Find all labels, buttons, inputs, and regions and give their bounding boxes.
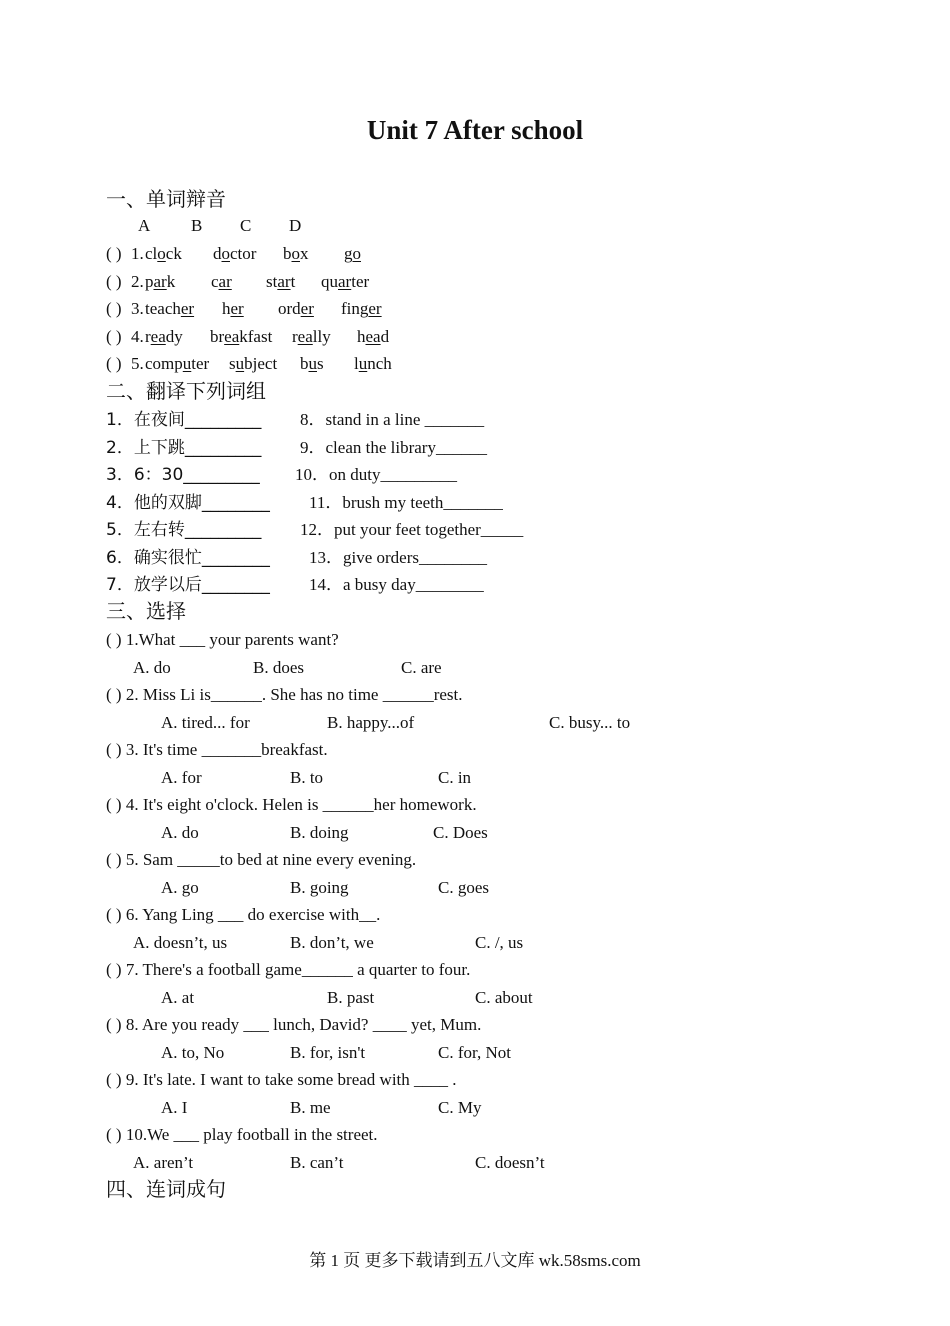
choice-question: ( ) 4. It's eight o'clock. Helen is ______her homework. xyxy=(106,795,477,814)
phonics-word xyxy=(321,271,369,293)
phonics-word-mark: er xyxy=(230,299,244,318)
letter-a: A xyxy=(138,216,151,235)
letter-b: B xyxy=(191,216,203,235)
choice-option-b: B. doing xyxy=(290,822,349,842)
choice-question: ( ) 7. There's a football game______ a quarter to four. xyxy=(106,960,471,979)
choice-question: ( ) 2. Miss Li is______. She has no time ______rest. xyxy=(106,685,463,704)
phonics-word-pre: cl xyxy=(145,244,158,263)
phonics-word-post: ter xyxy=(351,271,370,291)
phonics-number: 3. xyxy=(131,299,144,318)
phonics-word-mark: ea xyxy=(224,326,240,346)
phonics-word-pre: fing xyxy=(341,299,369,318)
choice-option-a: A. doesn’t, us xyxy=(133,932,228,952)
choice-option-b: B. me xyxy=(290,1097,331,1117)
phonics-word xyxy=(145,326,183,348)
phonics-word-pre: st xyxy=(266,271,278,291)
choice-question: ( ) 3. It's time _______breakfast. xyxy=(106,740,328,759)
phonics-word xyxy=(213,243,256,265)
phonics-number: 5. xyxy=(131,354,144,373)
phonics-word-pre: b xyxy=(283,244,292,263)
choice-question: ( ) 6. Yang Ling ___ do exercise with__. xyxy=(106,905,381,924)
phonics-word-mark: u xyxy=(235,354,245,373)
section-1-heading: 一、单词辩音 xyxy=(106,187,226,211)
choice-option-c: C. in xyxy=(438,767,472,787)
phonics-word-post: s xyxy=(317,354,324,373)
choice-option-c: C. Does xyxy=(433,822,488,842)
choice-option-a: A. for xyxy=(161,767,202,787)
phonics-word-mark: ar xyxy=(338,271,352,291)
phonics-word-post: ter xyxy=(191,354,210,373)
phonics-paren: ( ) xyxy=(106,354,122,373)
translate-item-zh: 3．6：30_________ xyxy=(106,465,260,485)
translate-item-en: 10．on duty_________ xyxy=(295,465,457,484)
translate-item-en: 13．give orders________ xyxy=(309,547,488,567)
phonics-paren: ( ) xyxy=(106,271,122,291)
translate-item-zh: 4．他的双脚________ xyxy=(106,492,270,513)
choice-question: ( ) 8. Are you ready ___ lunch, David? ____ yet, Mum. xyxy=(106,1015,482,1034)
translate-item-en: 14．a busy day________ xyxy=(309,575,484,594)
phonics-word-post: ck xyxy=(165,244,182,263)
phonics-number: 1. xyxy=(131,244,144,263)
phonics-word-mark: ea xyxy=(150,326,166,346)
choice-option-c: C. for, Not xyxy=(438,1042,511,1062)
phonics-word-mark: o xyxy=(157,244,166,263)
phonics-paren: ( ) xyxy=(106,299,122,318)
phonics-word-mark: u xyxy=(308,354,317,373)
phonics-word-pre: b xyxy=(300,354,309,373)
translate-item-en: 12．put your feet together_____ xyxy=(300,520,524,539)
choice-question: ( ) 9. It's late. I want to take some bread with ____ . xyxy=(106,1070,457,1089)
choice-option-a: A. at xyxy=(161,987,195,1007)
phonics-word xyxy=(229,353,277,375)
choice-option-a: A. go xyxy=(161,877,199,897)
phonics-word xyxy=(354,353,392,375)
phonics-word-post: kfast xyxy=(239,326,273,346)
choice-option-c: C. about xyxy=(475,987,533,1007)
page-footer: 第 1 页 更多下载请到五八文库 wk.58sms.com xyxy=(309,1251,641,1270)
choice-option-c: C. doesn’t xyxy=(475,1152,545,1172)
phonics-paren: ( ) xyxy=(106,326,122,346)
phonics-word xyxy=(292,326,331,348)
phonics-word-mark: u xyxy=(182,354,192,373)
phonics-word-mark: ea xyxy=(365,326,381,346)
phonics-word-post: k xyxy=(166,271,176,291)
phonics-word-post: dy xyxy=(165,326,183,346)
choice-option-b: B. past xyxy=(327,987,375,1007)
translate-item-zh: 2．上下跳_________ xyxy=(106,437,262,458)
phonics-word-post: lly xyxy=(312,326,331,346)
choice-option-a: A. I xyxy=(161,1097,188,1117)
phonics-word-pre: h xyxy=(222,299,231,318)
phonics-paren: ( ) xyxy=(106,244,122,263)
phonics-word-pre: br xyxy=(210,326,225,346)
phonics-word xyxy=(357,326,389,348)
page-title: Unit 7 After school xyxy=(366,115,584,145)
phonics-word-post: d xyxy=(380,326,390,346)
phonics-word-pre: g xyxy=(344,244,353,263)
phonics-word-mark: er xyxy=(300,299,314,318)
translate-item-zh: 7．放学以后________ xyxy=(106,575,270,595)
translate-item-zh: 5．左右转_________ xyxy=(106,520,262,540)
phonics-word-mark: ar xyxy=(153,271,167,291)
phonics-word-pre: r xyxy=(145,326,151,346)
choice-option-c: C. busy... to xyxy=(549,712,631,732)
phonics-word-mark: o xyxy=(221,244,230,263)
phonics-word-mark: er xyxy=(180,299,195,318)
choice-option-c: C. are xyxy=(401,657,442,677)
phonics-number: 2. xyxy=(131,271,144,291)
phonics-word xyxy=(283,243,309,265)
phonics-word-pre: r xyxy=(292,326,298,346)
choice-option-a: A. to, No xyxy=(161,1042,225,1062)
phonics-word xyxy=(344,243,361,265)
phonics-word xyxy=(145,271,175,293)
phonics-word-mark: o xyxy=(352,244,361,263)
phonics-word-post: t xyxy=(290,271,296,291)
phonics-word-post: x xyxy=(300,244,309,263)
section-4-heading: 四、连词成句 xyxy=(106,1177,226,1201)
phonics-number: 4. xyxy=(131,326,144,346)
choice-question: ( ) 1.What ___ your parents want? xyxy=(106,630,339,649)
translate-item-en: 9．clean the library______ xyxy=(300,437,487,457)
phonics-word-pre: l xyxy=(354,354,359,373)
translate-item-en: 8．stand in a line _______ xyxy=(300,410,485,429)
choice-option-b: B. going xyxy=(290,877,349,897)
letter-c: C xyxy=(240,216,252,235)
phonics-word-mark: ea xyxy=(297,326,313,346)
phonics-word-post: ctor xyxy=(230,244,257,263)
choice-question: ( ) 5. Sam _____to bed at nine every evening. xyxy=(106,850,417,869)
phonics-word xyxy=(278,298,314,320)
phonics-word-pre: qu xyxy=(321,271,338,291)
phonics-word-post: nch xyxy=(367,354,392,373)
phonics-word-pre: d xyxy=(213,244,222,263)
translate-item-zh: 1．在夜间_________ xyxy=(106,410,262,430)
phonics-word-pre: s xyxy=(229,354,236,373)
choice-option-c: C. /, us xyxy=(475,932,524,952)
choice-option-b: B. for, isn't xyxy=(290,1042,366,1062)
phonics-word-post: bject xyxy=(244,354,278,373)
phonics-word-mark: ar xyxy=(218,271,232,291)
phonics-word xyxy=(266,271,295,293)
choice-option-b: B. happy...of xyxy=(327,712,415,732)
section-2-heading: 二、翻译下列词组 xyxy=(106,379,266,403)
phonics-word-pre: ord xyxy=(278,299,301,318)
phonics-word-mark: o xyxy=(291,244,300,263)
translate-item-zh: 6．确实很忙________ xyxy=(106,547,270,568)
choice-option-a: A. aren’t xyxy=(133,1152,194,1172)
choice-question: ( ) 10.We ___ play football in the street. xyxy=(106,1125,378,1144)
phonics-word xyxy=(145,298,194,320)
phonics-word-pre: p xyxy=(145,271,154,291)
phonics-word-pre: h xyxy=(357,326,366,346)
phonics-word-pre: teach xyxy=(145,299,181,318)
phonics-word xyxy=(145,353,209,375)
choice-option-a: A. do xyxy=(133,657,171,677)
phonics-word-pre: c xyxy=(211,271,219,291)
phonics-word-mark: ar xyxy=(277,271,291,291)
choice-option-b: B. does xyxy=(253,657,304,677)
phonics-word xyxy=(145,243,182,265)
phonics-word-mark: u xyxy=(358,354,368,373)
choice-option-b: B. can’t xyxy=(290,1152,344,1172)
phonics-word xyxy=(341,298,382,320)
phonics-word xyxy=(211,271,232,293)
phonics-word xyxy=(300,353,324,375)
choice-option-c: C. My xyxy=(438,1097,482,1117)
phonics-word xyxy=(222,298,244,320)
translate-item-en: 11．brush my teeth_______ xyxy=(309,492,503,512)
phonics-word xyxy=(210,326,272,348)
choice-option-a: A. do xyxy=(161,822,199,842)
choice-option-b: B. to xyxy=(290,767,324,787)
section-3-heading: 三、选择 xyxy=(106,599,186,623)
phonics-word-pre: comp xyxy=(145,354,183,373)
choice-option-b: B. don’t, we xyxy=(290,932,374,952)
choice-option-c: C. goes xyxy=(438,877,489,897)
letter-d: D xyxy=(289,216,302,235)
phonics-word-mark: er xyxy=(368,299,382,318)
choice-option-a: A. tired... for xyxy=(161,712,250,732)
